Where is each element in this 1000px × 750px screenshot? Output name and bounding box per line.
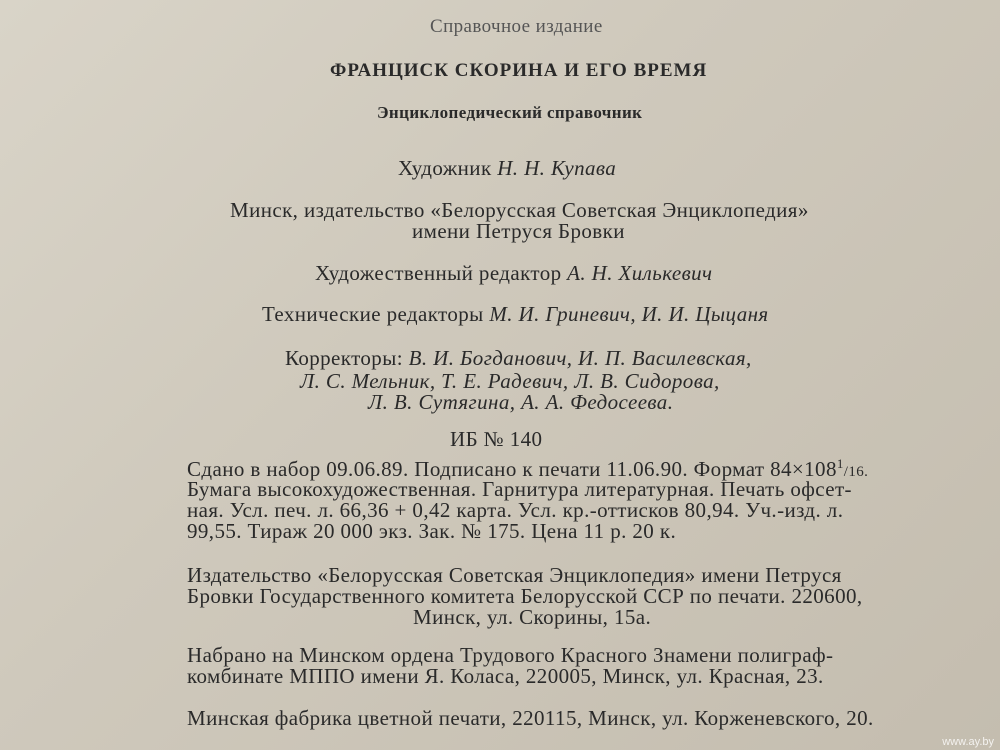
tech-editors-line (262, 302, 769, 327)
book-title: ФРАНЦИСК СКОРИНА И ЕГО ВРЕМЯ (330, 60, 708, 81)
artist-label: Художник (398, 156, 492, 180)
ib-number: ИБ № 140 (450, 427, 543, 451)
tech-editors-label: Технические редакторы (262, 302, 484, 326)
proofreaders-line-3: Л. В. Сутягина, А. А. Федосеева. (368, 390, 674, 414)
publisher-line-1: Минск, издательство «Белорусская Советская Энциклопедия» (230, 198, 809, 222)
publisher-address-line-1: Издательство «Белорусская Советская Энциклопедия» имени Петруся (187, 563, 842, 587)
format-fraction: /16. (843, 464, 869, 480)
art-editor-label: Художественный редактор (315, 261, 562, 285)
publisher-address-line-3: Минск, ул. Скорины, 15а. (413, 605, 652, 629)
art-editor-name: А. Н. Хилькевич (567, 261, 713, 285)
artist-line (398, 156, 616, 181)
imprint-line-3: ная. Усл. печ. л. 66,36 + 0,42 карта. Усл. кр.-оттисков 80,94. Уч.-изд. л. (187, 498, 844, 522)
book-subtitle: Энциклопедический справочник (377, 103, 643, 122)
printing-line: Минская фабрика цветной печати, 220115, Минск, ул. Корженевского, 20. (187, 706, 874, 730)
tech-editors-names: М. И. Гриневич, И. И. Цыцаня (489, 302, 769, 326)
imprint-line-4: 99,55. Тираж 20 000 экз. Зак. № 175. Цена 11 р. 20 к. (187, 519, 677, 543)
proofreaders-label: Корректоры: (285, 346, 403, 370)
art-editor-line (315, 261, 712, 286)
imprint-line-1-text: Сдано в набор 09.06.89. Подписано к печати 11.06.90. Формат 84×108 (187, 457, 837, 481)
publisher-address-line-2: Бровки Государственного комитета Белорусской ССР по печати. 220600, (187, 584, 863, 608)
typesetting-line-2: комбинате МППО имени Я. Коласа, 220005, Минск, ул. Красная, 23. (187, 664, 824, 688)
format-superscript: 1 (836, 456, 844, 471)
edition-type: Справочное издание (430, 16, 603, 37)
proofreaders-names-1: В. И. Богданович, И. П. Василевская, (408, 346, 752, 370)
typesetting-line-1: Набрано на Минском ордена Трудового Красного Знамени полиграф- (187, 643, 834, 667)
imprint-line-2: Бумага высокохудожественная. Гарнитура литературная. Печать офсет- (187, 477, 852, 501)
proofreaders-line-2: Л. С. Мельник, Т. Е. Радевич, Л. В. Сидорова, (300, 369, 720, 393)
watermark: www.ay.by (942, 736, 994, 748)
proofreaders-line-1 (285, 346, 752, 371)
publisher-line-2: имени Петруся Бровки (412, 219, 625, 243)
artist-name: Н. Н. Купава (497, 156, 617, 180)
